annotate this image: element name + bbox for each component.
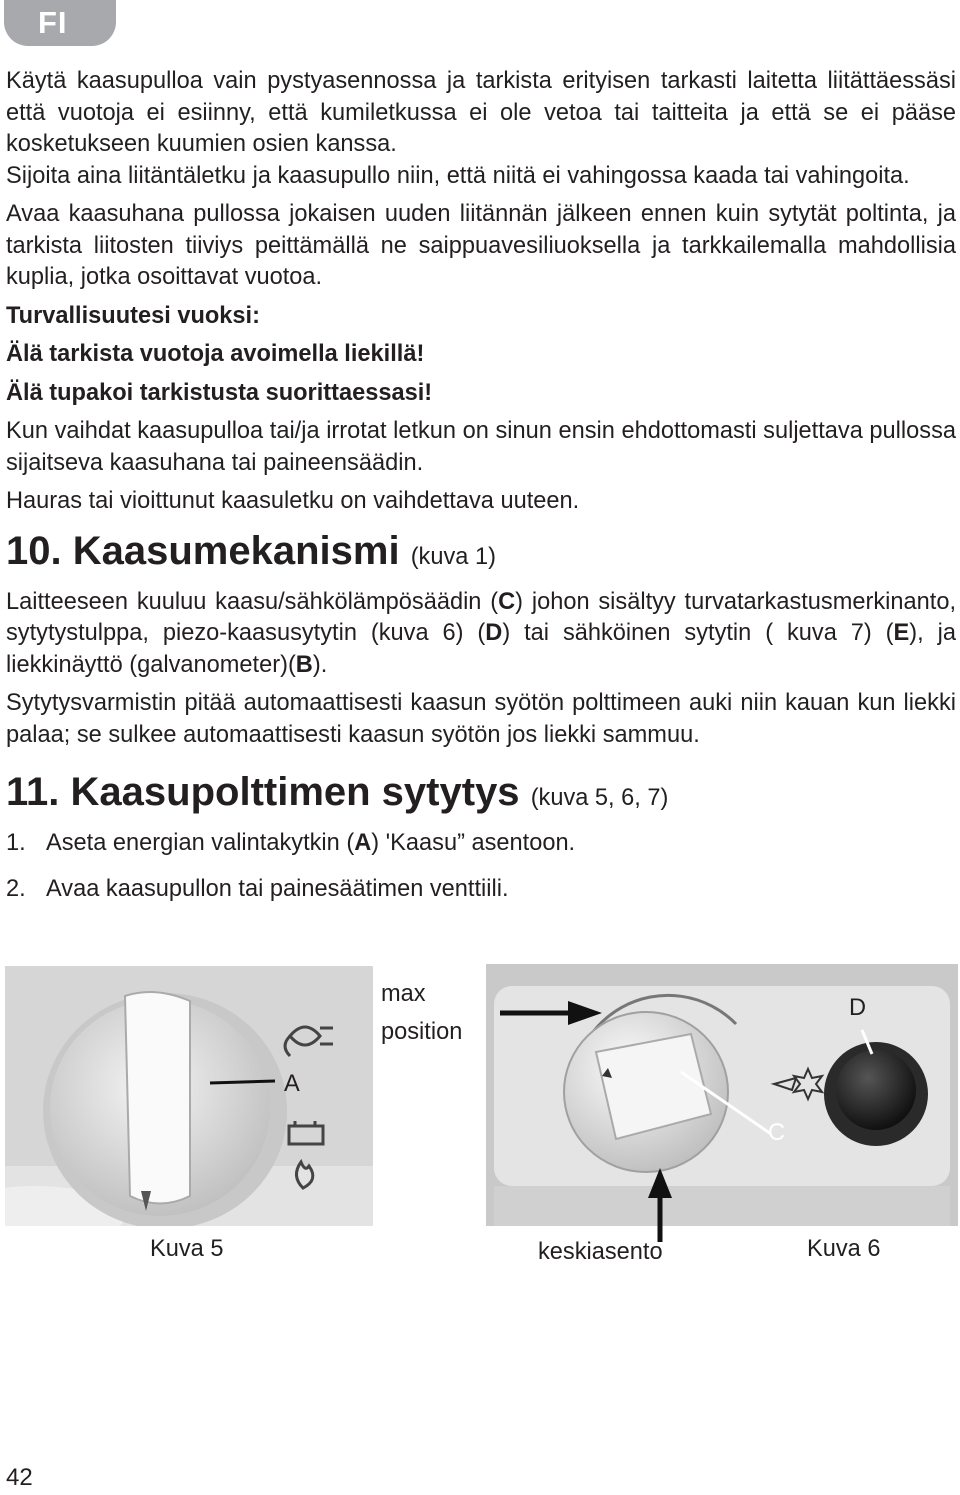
label-d: D bbox=[849, 995, 867, 1021]
paragraph-placement: Sijoita aina liitäntäletku ja kaasupullo niin, että niitä ei vahingossa kaada tai vahingoita. bbox=[6, 162, 910, 189]
middle-arrow bbox=[646, 1168, 674, 1242]
label-max: max bbox=[381, 981, 426, 1007]
label-position: position bbox=[381, 1019, 463, 1045]
section-11-heading bbox=[6, 769, 956, 821]
warning-heading: Turvallisuutesi vuoksi: bbox=[6, 302, 260, 329]
label-a-line bbox=[210, 1081, 275, 1083]
ignition-steps bbox=[6, 828, 956, 905]
figure-5-caption: Kuva 5 bbox=[150, 1236, 224, 1262]
paragraph-leak-test: Avaa kaasuhana pullossa jokaisen uuden liitännän jälkeen ennen kuin sytytät poltinta, ja tarkista liitosten tiiviys peittämällä ne saippuavesiliuoksella ja tarkkailemalla mahdollisia kuplia, jotka osoittavat vuotoa. bbox=[6, 201, 956, 290]
paragraph-replace-bottle: Kun vaihdat kaasupulloa tai/ja irrotat letkun on sinun ensin ehdottomasti suljettava pullossa sijaitseva kaasuhana tai paineensäädin. bbox=[6, 418, 956, 476]
middle-position-caption: keskiasento bbox=[538, 1239, 663, 1265]
paragraph-gas-mechanism: Laitteeseen kuuluu kaasu/sähkölämpösäädin (C) johon sisältyy turvatarkastusmerkinanto, sytytystulppa, piezo-kaasusytytin (kuva 6) (D) tai sähköinen sytytin ( kuva 7) (E), ja liekkinäyttö (galvanometer)(B). bbox=[6, 588, 956, 678]
section-10-title: Kaasumekanismi bbox=[72, 528, 400, 573]
figure-6-arrows bbox=[470, 995, 630, 1245]
figure-6-caption: Kuva 6 bbox=[807, 1236, 881, 1262]
figure-5 bbox=[5, 966, 373, 1226]
max-arrow-head bbox=[568, 1001, 602, 1025]
section-11-number: 11. bbox=[6, 770, 60, 814]
page-content bbox=[6, 66, 956, 905]
list-item: 1. Aseta energian valintakytkin (A) 'Kaasu” asentoon. bbox=[6, 830, 576, 856]
label-c: C bbox=[768, 1120, 786, 1146]
language-tab bbox=[4, 0, 116, 46]
page-number: 42 bbox=[6, 1464, 33, 1491]
warning-no-smoking: Älä tupakoi tarkistusta suorittaessasi! bbox=[6, 379, 433, 406]
paragraph-gas-bottle: Käytä kaasupulloa vain pystyasennossa ja tarkista erityisen tarkasti laitetta liitättäessäsi että vuotoja ei esiinny, että kumiletkussa ei ole vetoa tai taitteita ja että se ei pääse kosketukseen kuumien osien kanssa. bbox=[6, 68, 956, 157]
paragraph-hose: Hauras tai vioittunut kaasuletku on vaihdettava uuteen. bbox=[6, 488, 580, 514]
section-10-ref: (kuva 1) bbox=[410, 543, 496, 570]
warning-no-flame: Älä tarkista vuotoja avoimella liekillä! bbox=[6, 341, 425, 367]
section-10-number: 10. bbox=[6, 528, 62, 573]
section-11-ref: (kuva 5, 6, 7) bbox=[530, 785, 669, 811]
section-10-heading bbox=[6, 528, 956, 580]
figure-5-photo bbox=[5, 966, 373, 1226]
paragraph-flame-safety: Sytytysvarmistin pitää automaattisesti kaasun syötön polttimeen auki niin kauan kun liekki palaa; se sulkee automaattisesti kaasun syötön jos liekki sammuu. bbox=[6, 690, 956, 748]
piezo-igniter-button bbox=[836, 1050, 916, 1130]
knob-grip bbox=[125, 992, 190, 1204]
label-a: A bbox=[284, 1071, 300, 1097]
section-11-title: Kaasupolttimen sytytys bbox=[70, 770, 520, 814]
list-item: 2. Avaa kaasupullon tai painesäätimen venttiili. bbox=[6, 875, 509, 902]
language-code: FI bbox=[38, 5, 68, 40]
